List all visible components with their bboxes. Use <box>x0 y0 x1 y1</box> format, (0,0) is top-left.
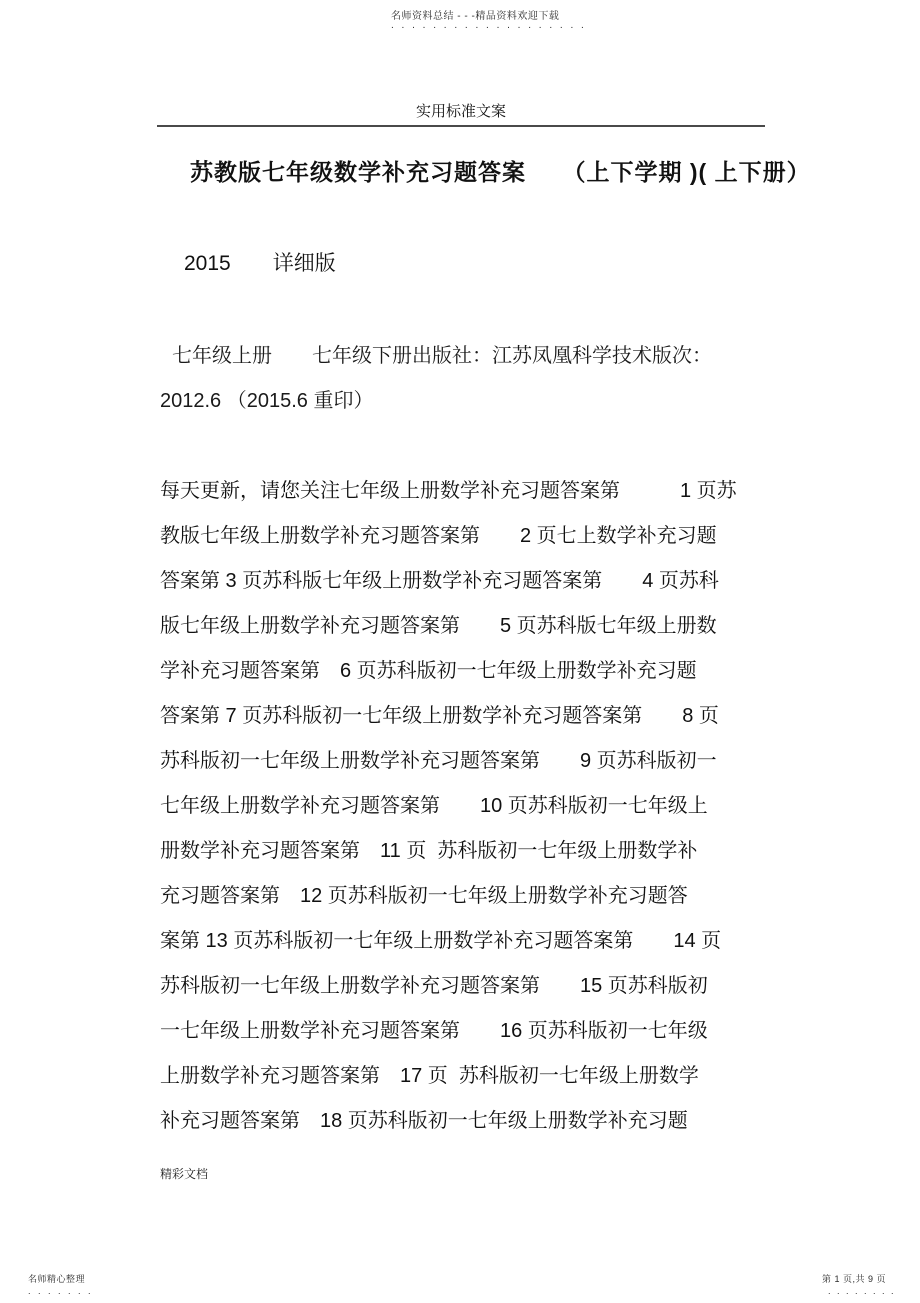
document-type-label: 实用标准文案 <box>415 103 506 120</box>
footer-right-dotted-leader: . . . . . . . . <box>828 1286 896 1296</box>
body-line: 答案第 7 页苏科版初一七年级上册数学补充习题答案第 8 页 <box>160 705 719 727</box>
body-line: 答案第 3 页苏科版七年级上册数学补充习题答案第 4 页苏科 <box>160 570 719 592</box>
edition-info-line-1: 七年级上册 七年级下册出版社：江苏凤凰科学技术版次： <box>172 345 712 367</box>
document-subtitle: 2015 详细版 <box>184 252 336 275</box>
body-paragraph <box>160 469 770 1144</box>
body-line: 补充习题答案第 18 页苏科版初一七年级上册数学补充习题 <box>160 1110 688 1132</box>
body-line: 七年级上册数学补充习题答案第 10 页苏科版初一七年级上 <box>160 795 708 817</box>
body-line: 充习题答案第 12 页苏科版初一七年级上册数学补充习题答 <box>160 885 688 907</box>
body-line: 苏科版初一七年级上册数学补充习题答案第 9 页苏科版初一 <box>160 750 717 772</box>
header-rule <box>157 125 765 127</box>
footer-note: 精彩文档 <box>160 1167 209 1181</box>
body-line: 苏科版初一七年级上册数学补充习题答案第 15 页苏科版初 <box>160 975 708 997</box>
body-line: 每天更新，请您关注七年级上册数学补充习题答案第 1 页苏 <box>160 480 737 502</box>
footer-left-dotted-leader: . . . . . . . <box>28 1286 94 1296</box>
body-line: 教版七年级上册数学补充习题答案第 2 页七上数学补充习题 <box>160 525 717 547</box>
document-title: 苏教版七年级数学补充习题答案 （上下学期 )( 上下册） <box>190 159 811 185</box>
edition-info-line-2: 2012.6 （2015.6 重印） <box>160 390 374 412</box>
body-line: 案第 13 页苏科版初一七年级上册数学补充习题答案第 14 页 <box>160 930 722 952</box>
body-line: 学补充习题答案第 6 页苏科版初一七年级上册数学补充习题 <box>160 660 697 682</box>
body-line: 版七年级上册数学补充习题答案第 5 页苏科版七年级上册数 <box>160 615 717 637</box>
footer-left-label: 名师精心整理 <box>28 1274 86 1284</box>
header-dotted-leader: . . . . . . . . . . . . . . . . . . . <box>391 20 587 31</box>
body-line: 一七年级上册数学补充习题答案第 16 页苏科版初一七年级 <box>160 1020 708 1042</box>
page-number-indicator: 第 1 页,共 9 页 <box>822 1274 887 1284</box>
header-note: 名师资料总结 - - -精品资料欢迎下载 <box>391 11 560 22</box>
body-line: 册数学补充习题答案第 11 页 苏科版初一七年级上册数学补 <box>160 840 698 862</box>
body-line: 上册数学补充习题答案第 17 页 苏科版初一七年级上册数学 <box>160 1065 699 1087</box>
